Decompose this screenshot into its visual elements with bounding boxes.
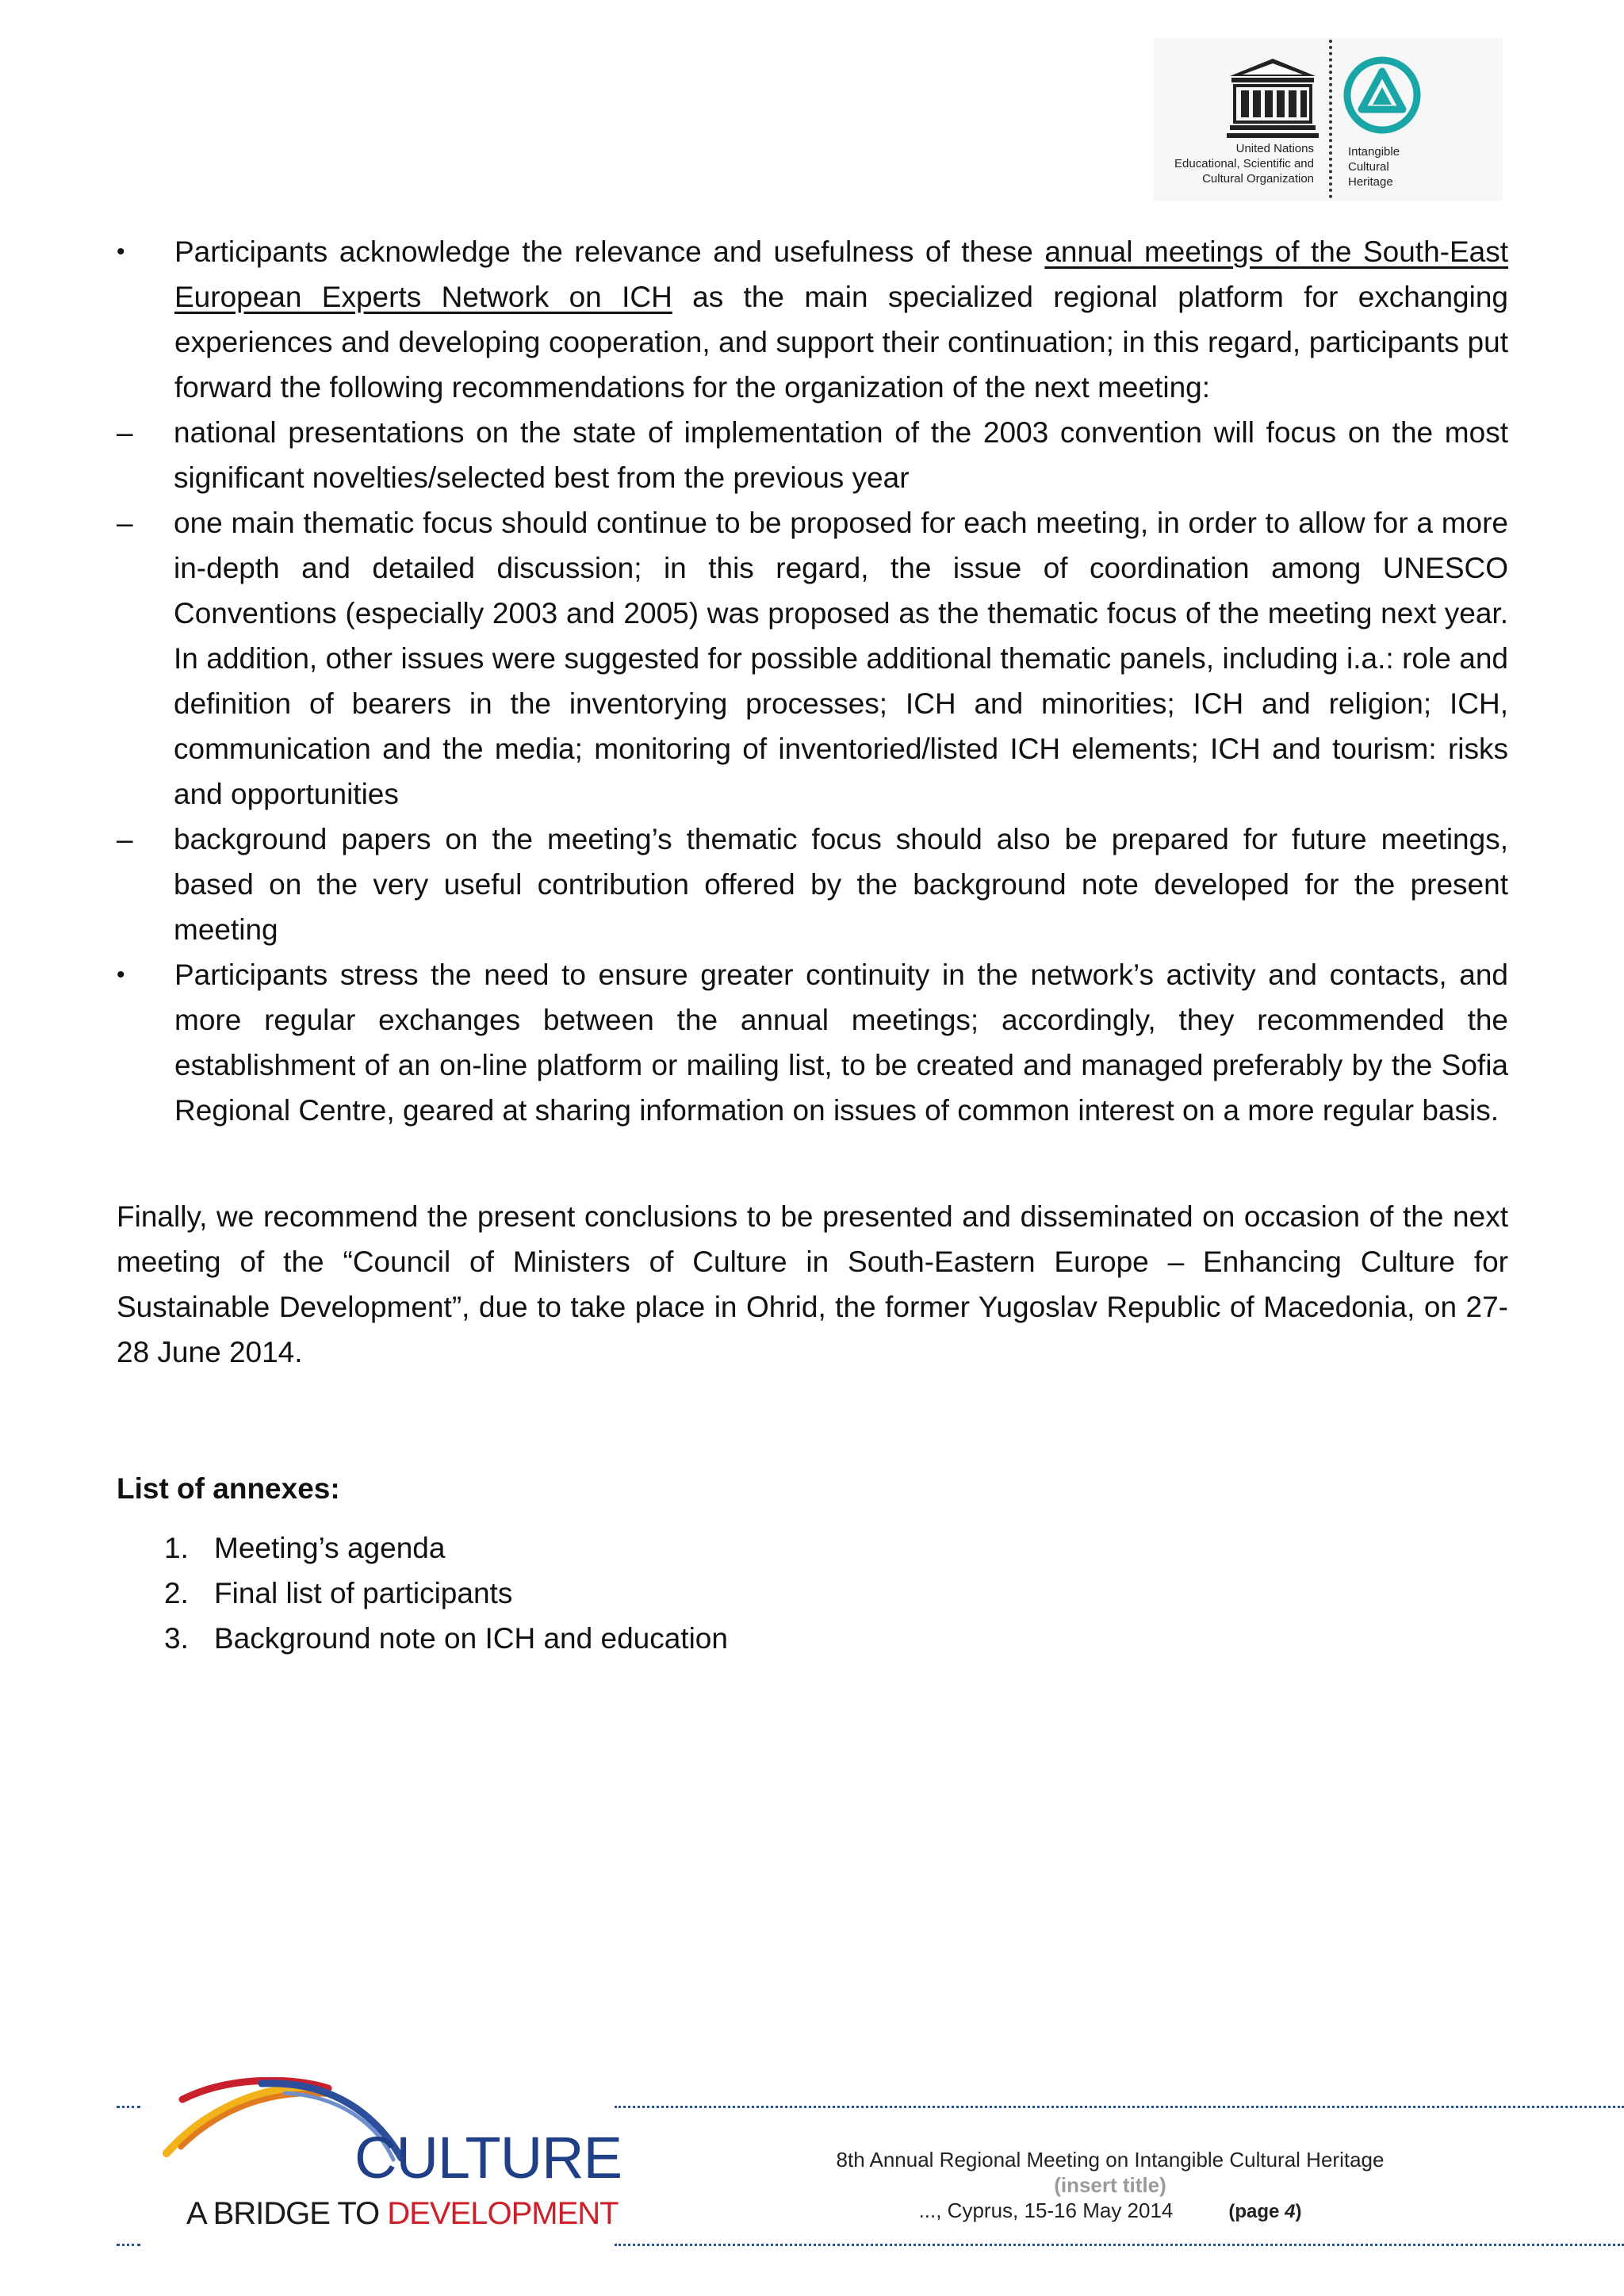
tagline-development: DEVELOPMENT xyxy=(387,2196,619,2231)
meeting-title: 8th Annual Regional Meeting on Intangible Cultural Heritage xyxy=(836,2148,1385,2172)
annex-list xyxy=(117,1525,1508,1661)
annex-item xyxy=(117,1571,1508,1616)
annex-title: Meeting’s agenda xyxy=(214,1532,446,1564)
page-suffix: ) xyxy=(1295,2201,1302,2222)
annex-title: Final list of participants xyxy=(214,1577,513,1609)
ich-caption-line: Intangible xyxy=(1348,145,1400,159)
sub-item-text: national presentations on the state of implementation of the 2003 convention will focus on the most significant novelties/selected best from the previous year xyxy=(174,416,1508,494)
tagline-part: A BRIDGE TO xyxy=(186,2196,388,2231)
page-number-value: 4 xyxy=(1285,2201,1296,2222)
bullet-text: Participants acknowledge the relevance and usefulness of these xyxy=(174,235,1045,268)
dash-icon: – xyxy=(117,823,133,855)
footer-rule-top-right xyxy=(615,2106,1624,2108)
sub-item xyxy=(117,500,1508,817)
continuity-bullet xyxy=(117,952,1508,1133)
unesco-caption xyxy=(1139,141,1314,186)
bullet-text: Participants stress the need to ensure greater continuity in the network’s activity and contacts, and more regular exchanges between the annual meetings; accordingly, they recommended the establishment of an on-line platform or mailing list, to be created and managed preferably by the Sofia Regional Centre, geared at sharing information on issues of common interest on a more regular basis. xyxy=(174,959,1508,1127)
culture-wordmark: CULTURE xyxy=(354,2125,622,2191)
unesco-temple-logo xyxy=(1225,55,1320,141)
meeting-location: ..., Cyprus, 15-16 May 2014 xyxy=(918,2198,1174,2222)
footer-meeting-info xyxy=(714,2147,1507,2225)
dash-icon: – xyxy=(117,416,133,449)
ich-caption-line: Heritage xyxy=(1348,175,1393,189)
recommendation-sublist xyxy=(117,410,1508,952)
unesco-caption-line: Educational, Scientific and xyxy=(1174,157,1314,170)
unesco-caption-line: Cultural Organization xyxy=(1202,172,1314,186)
page-prefix: (page xyxy=(1228,2201,1285,2222)
logo-divider xyxy=(1329,40,1332,198)
sub-item-text: background papers on the meeting’s thematic focus should also be prepared for future meetings, based on the very useful contribution offered by the background note developed for the present meeting xyxy=(174,823,1508,946)
unesco-caption-line: United Nations xyxy=(1235,142,1314,155)
footer-rule-bottom-right xyxy=(615,2244,1624,2246)
page-number xyxy=(1228,2201,1301,2222)
culture-tagline xyxy=(186,2196,619,2231)
insert-title-placeholder: (insert title) xyxy=(1054,2173,1166,2197)
annex-item xyxy=(117,1525,1508,1571)
ich-caption xyxy=(1348,144,1400,189)
bullet-icon: • xyxy=(117,962,125,988)
footer-rule-top-left xyxy=(117,2106,140,2108)
sub-item xyxy=(117,410,1508,500)
final-paragraph: Finally, we recommend the present conclusions to be presented and disseminated on occasion of the next meeting of the “Council of Ministers of Culture in South-Eastern Europe – Enhancing Culture for Sustainable Development”, due to take place in Ohrid, the former Yugoslav Republic of Macedonia, on 27-28 June 2014. xyxy=(117,1200,1508,1368)
annex-number: 2. xyxy=(164,1577,189,1609)
footer-rule-bottom-left xyxy=(117,2244,140,2246)
annex-item xyxy=(117,1616,1508,1661)
document-body xyxy=(117,229,1508,1661)
recommendation-bullet xyxy=(117,229,1508,410)
ich-emblem-icon xyxy=(1342,55,1422,135)
sub-item-text: one main thematic focus should continue to be proposed for each meeting, in order to allow for a more in-depth and detailed discussion; in this regard, the issue of coordination among UNESCO Conventions (especially 2003 and 2005) was proposed as the thematic focus of the meeting next year. In addition, other issues were suggested for possible additional thematic panels, including i.a.: role and definition of bearers in the inventorying processes; ICH and minorities; ICH and religion; ICH, communication and the media; monitoring of inventoried/listed ICH elements; ICH and tourism: risks and opportunities xyxy=(174,507,1508,810)
annex-number: 3. xyxy=(164,1622,189,1655)
meeting-location-line xyxy=(714,2198,1507,2225)
bullet-icon: • xyxy=(117,239,125,265)
network-link[interactable]: annual meetings of the South-East European Experts Network on ICH xyxy=(174,235,1508,313)
ich-caption-line: Cultural xyxy=(1348,160,1389,174)
annex-number: 1. xyxy=(164,1532,189,1564)
header-logos xyxy=(1154,38,1503,201)
annex-title: Background note on ICH and education xyxy=(214,1622,728,1655)
annexes-heading: List of annexes: xyxy=(117,1472,340,1505)
bullet-text: as the main specialized regional platform for exchanging experiences and developing cooperation, and support their continuation; in this regard, participants put forward the following recommendations for the organization of the next meeting: xyxy=(174,281,1508,404)
sub-item xyxy=(117,817,1508,952)
dash-icon: – xyxy=(117,507,133,539)
